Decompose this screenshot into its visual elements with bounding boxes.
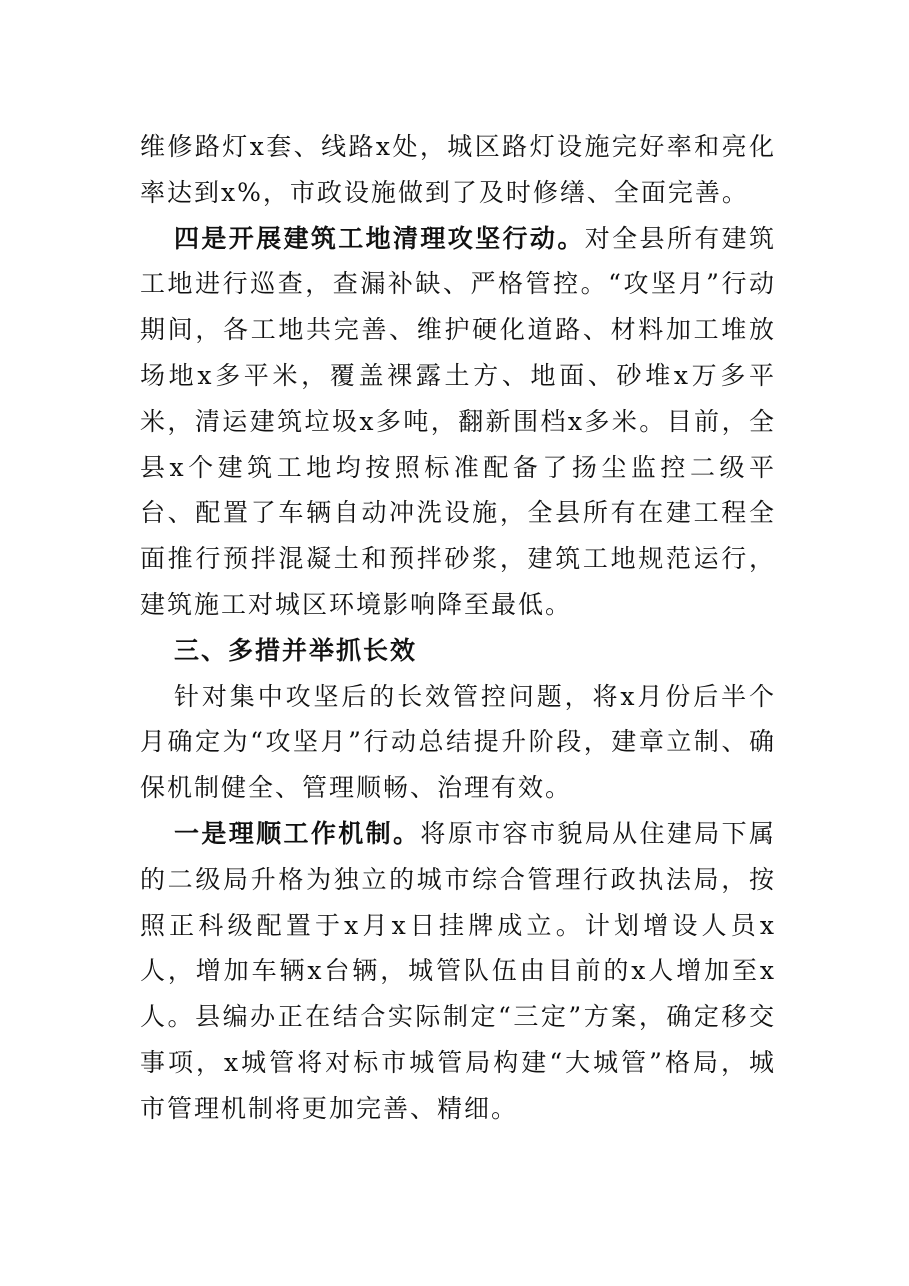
paragraph-text: 维修路灯x套、线路x处，城区路灯设施完好率和亮化率达到x%，市政设施做到了及时修缮、全面完善。 xyxy=(140,132,776,207)
paragraph-work-mechanism xyxy=(140,811,776,1132)
paragraph-text: 对全县所有建筑工地进行巡查，查漏补缺、严格管控。“攻坚月”行动期间，各工地共完善、维护硬化道路、材料加工堆放场地x多平米，覆盖裸露土方、地面、砂堆x万多平米，清运建筑垃圾x多吨，翻新围档x多米。目前，全县x个建筑工地均按照标准配备了扬尘监控二级平台、配置了车辆自动冲洗设施，全县所有在建工程全面推行预拌混凝土和预拌砂浆，建筑工地规范运行，建筑施工对城区环境影响降至最低。 xyxy=(140,223,776,619)
section-heading: 三、多措并举抓长效 xyxy=(174,635,418,665)
paragraph-construction-sites xyxy=(140,216,776,628)
paragraph-lead: 一是理顺工作机制。 xyxy=(174,818,421,848)
paragraph-long-term xyxy=(140,674,776,811)
paragraph-text: 将原市容市貌局从住建局下属的二级局升格为独立的城市综合管理行政执法局，按照正科级配置于x月x日挂牌成立。计划增设人员x人，增加车辆x台辆，城管队伍由目前的x人增加至x人。县编办正在结合实际制定“三定”方案，确定移交事项，x城管将对标市城管局构建“大城管”格局，城市管理机制将更加完善、精细。 xyxy=(140,818,776,1123)
paragraph-text: 针对集中攻坚后的长效管控问题，将x月份后半个月确定为“攻坚月”行动总结提升阶段，建章立制、确保机制健全、管理顺畅、治理有效。 xyxy=(140,681,776,803)
document-body xyxy=(140,124,776,1132)
paragraph-lead: 四是开展建筑工地清理攻坚行动。 xyxy=(174,223,585,253)
paragraph-continued xyxy=(140,124,776,216)
